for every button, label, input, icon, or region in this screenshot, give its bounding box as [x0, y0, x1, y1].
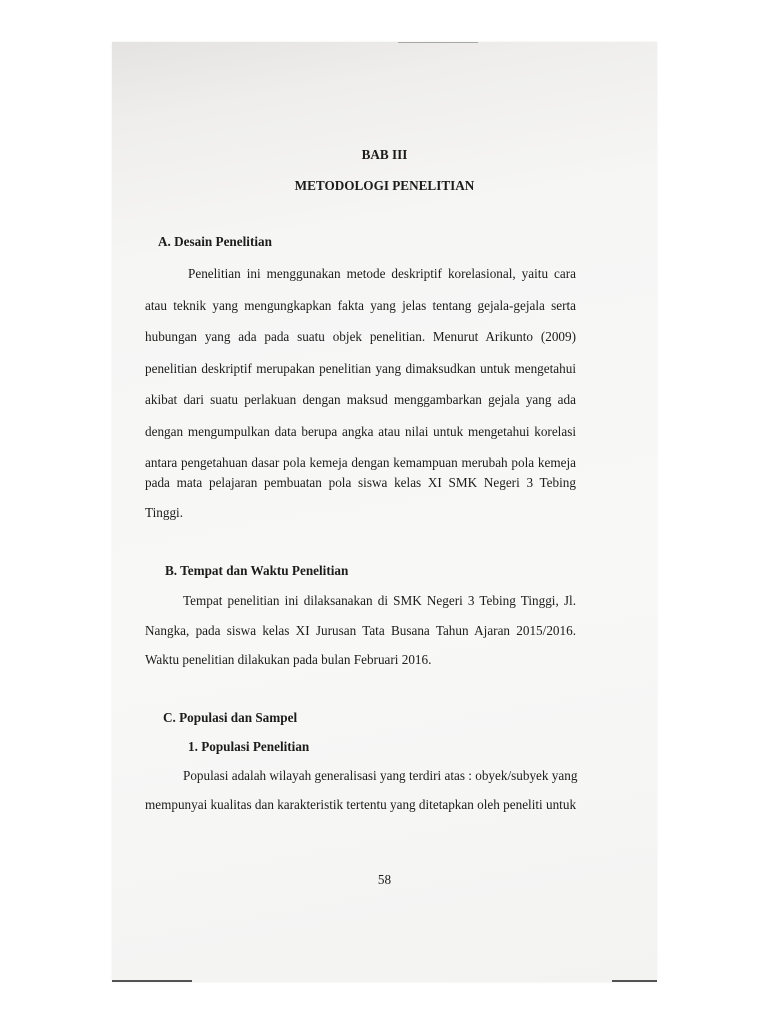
paragraph-line: Waktu penelitian dilakukan pada bulan Februari 2016. — [145, 652, 432, 667]
paragraph-line: penelitian deskriptif merupakan penelitian yang dimaksudkan untuk mengetahui — [145, 361, 576, 376]
subsection-heading: 1. Populasi Penelitian — [188, 739, 310, 754]
section-c-heading: C. Populasi dan Sampel — [163, 710, 298, 725]
section-a-heading: A. Desain Penelitian — [158, 234, 272, 249]
paragraph-line: Tinggi. — [145, 505, 183, 520]
paragraph-line: Populasi adalah wilayah generalisasi yang terdiri atas : obyek/subyek yang — [183, 768, 578, 783]
paragraph-line: antara pengetahuan dasar pola kemeja dengan kemampuan merubah pola kemeja — [145, 455, 576, 470]
chapter-title: METODOLOGI PENELITIAN — [294, 178, 475, 193]
paragraph-line: pada mata pelajaran pembuatan pola siswa kelas XI SMK Negeri 3 Tebing — [145, 475, 576, 490]
paragraph-line: dengan mengumpulkan data berupa angka atau nilai untuk mengetahui korelasi — [145, 424, 576, 439]
paragraph-line: atau teknik yang mengungkapkan fakta yang jelas tentang gejala-gejala serta — [145, 298, 576, 313]
paragraph-line: Nangka, pada siswa kelas XI Jurusan Tata Busana Tahun Ajaran 2015/2016. — [145, 623, 576, 638]
paragraph-line: akibat dari suatu perlakuan dengan maksud menggambarkan gejala yang ada — [145, 392, 576, 407]
page-number: 58 — [377, 872, 392, 887]
paragraph-line: hubungan yang ada pada suatu objek penelitian. Menurut Arikunto (2009) — [145, 329, 576, 344]
paragraph-line: Penelitian ini menggunakan metode deskriptif korelasional, yaitu cara — [188, 266, 576, 281]
paragraph-line: Tempat penelitian ini dilaksanakan di SMK Negeri 3 Tebing Tinggi, Jl. — [183, 593, 576, 608]
chapter-label: BAB III — [361, 147, 408, 162]
paragraph-line: mempunyai kualitas dan karakteristik tertentu yang ditetapkan oleh peneliti untuk — [145, 797, 577, 812]
section-b-heading: B. Tempat dan Waktu Penelitian — [165, 563, 349, 578]
